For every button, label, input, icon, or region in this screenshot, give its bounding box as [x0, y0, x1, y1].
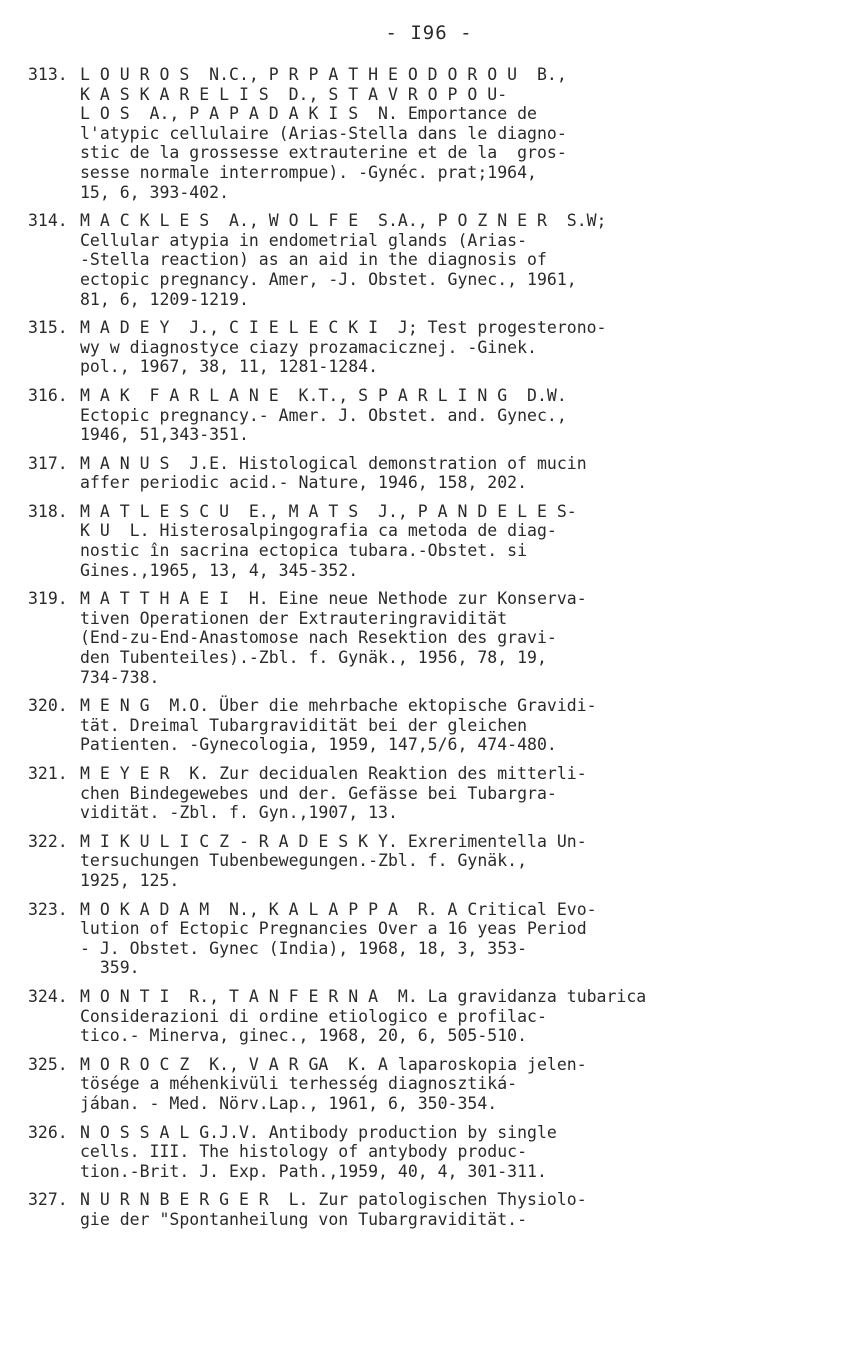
bibliography-entry	[28, 1055, 818, 1114]
entry-number: 315.	[28, 318, 68, 338]
entry-text: L O U R O S N.C., P R P A T H E O D O R O U B., K A S K A R E L I S D., S T A V R O P O U- L O S A., P A P A D A K I S N. Emportance de l'atypic cellulaire (Arias-Stella dans le diagno- stic de la grossesse extrauterine et de la gros- sesse normale interrompue). -Gynéc. prat;1964, 15, 6, 393-402.	[80, 65, 567, 202]
bibliography-entry	[28, 318, 818, 377]
entry-text: M A T L E S C U E., M A T S J., P A N D E L E S- K U L. Histerosalpingografia ca metoda de diag- nostic în sacrina ectopica tubara.-Obstet. si Gines.,1965, 13, 4, 345-352.	[80, 501, 577, 580]
entry-number: 323.	[28, 899, 68, 919]
entry-number: 321.	[28, 764, 68, 783]
page-number: - I96 -	[385, 22, 473, 44]
bibliography-entry	[28, 696, 818, 755]
bibliography-entry	[28, 65, 818, 202]
bibliography-entry	[28, 1123, 818, 1182]
entry-number: 322.	[28, 831, 68, 851]
bibliography-entry	[28, 764, 818, 823]
entry-number: 326.	[28, 1122, 68, 1142]
entry-number: 324.	[28, 986, 68, 1006]
entry-text: M A K F A R L A N E K.T., S P A R L I N G D.W. Ectopic pregnancy.- Amer. J. Obstet. and. Gynec., 1946, 51,343-351.	[80, 385, 567, 445]
entry-text: N O S S A L G.J.V. Antibody production by single cells. III. The histology of antybody produc- tion.-Brit. J. Exp. Path.,1959, 40, 4, 301-311.	[80, 1122, 557, 1181]
entry-text: M I K U L I C Z - R A D E S K Y. Exrerimentella Un- tersuchungen Tubenbewegungen.-Zbl. f. Gynäk., 1925, 125.	[80, 831, 587, 890]
entry-text: M A T T H A E I H. Eine neue Nethode zur Konserva- tiven Operationen der Extrauteringravidität (End-zu-End-Anastomose nach Resektion des gravi- den Tubenteiles).-Zbl. f. Gynäk., 1956, 78, 19, 734-738.	[80, 589, 587, 687]
bibliography-entry	[28, 900, 818, 978]
bibliography-entry	[28, 386, 818, 445]
bibliography-entry	[28, 1190, 818, 1229]
bibliography-list	[28, 65, 818, 1238]
bibliography-entry	[28, 211, 818, 309]
entry-number: 313.	[28, 65, 68, 84]
entry-text: M A D E Y J., C I E L E C K I J; Test progesterono- wy w diagnostyce ciazy prozamacicznej. -Ginek. pol., 1967, 38, 11, 1281-1284.	[80, 318, 607, 377]
entry-number: 314.	[28, 211, 68, 231]
entry-text: M A N U S J.E. Histological demonstration of mucin affer periodic acid.- Nature, 1946, 158, 202.	[80, 453, 587, 493]
entry-number: 318.	[28, 501, 68, 521]
bibliography-entry	[28, 454, 818, 493]
entry-number: 316.	[28, 385, 68, 405]
entry-text: M E N G M.O. Über die mehrbache ektopische Gravidi- tät. Dreimal Tubargravidität bei der gleichen Patienten. -Gynecologia, 1959, 147,5/6, 474-480.	[80, 696, 597, 755]
entry-text: M O K A D A M N., K A L A P P A R. A Critical Evo- lution of Ectopic Pregnancies Over a 16 yeas Period - J. Obstet. Gynec (India), 1968, 18, 3, 353- 359.	[80, 899, 597, 978]
bibliography-entry	[28, 987, 818, 1046]
bibliography-entry	[28, 502, 818, 580]
bibliography-entry	[28, 589, 818, 687]
entry-number: 325.	[28, 1054, 68, 1074]
entry-text: M A C K L E S A., W O L F E S.A., P O Z N E R S.W; Cellular atypia in endometrial glands (Arias- -Stella reaction) as an aid in the diagnosis of ectopic pregnancy. Amer, -J. Obstet. Gynec., 1961, 81, 6, 1209-1219.	[80, 211, 607, 309]
entry-number: 327.	[28, 1190, 68, 1210]
entry-number: 319.	[28, 589, 68, 609]
bibliography-entry	[28, 832, 818, 891]
entry-number: 317.	[28, 453, 68, 473]
entry-text: M O N T I R., T A N F E R N A M. La gravidanza tubarica Considerazioni di ordine etiologico e profilac- tico.- Minerva, ginec., 1968, 20, 6, 505-510.	[80, 986, 647, 1046]
entry-number: 320.	[28, 696, 68, 716]
entry-text: M O R O C Z K., V A R GA K. A laparoskopia jelen- tösége a méhenkivüli terhesség diagnosztiká- jában. - Med. Nörv.Lap., 1961, 6, 350-354.	[80, 1054, 587, 1113]
entry-text: N U R N B E R G E R L. Zur patologischen Thysiolo- gie der "Spontanheilung von Tubargravidität.-	[80, 1190, 587, 1229]
entry-text: M E Y E R K. Zur decidualen Reaktion des mitterli- chen Bindegewebes und der. Gefässe bei Tubargra- vidität. -Zbl. f. Gyn.,1907, 13.	[80, 764, 587, 823]
